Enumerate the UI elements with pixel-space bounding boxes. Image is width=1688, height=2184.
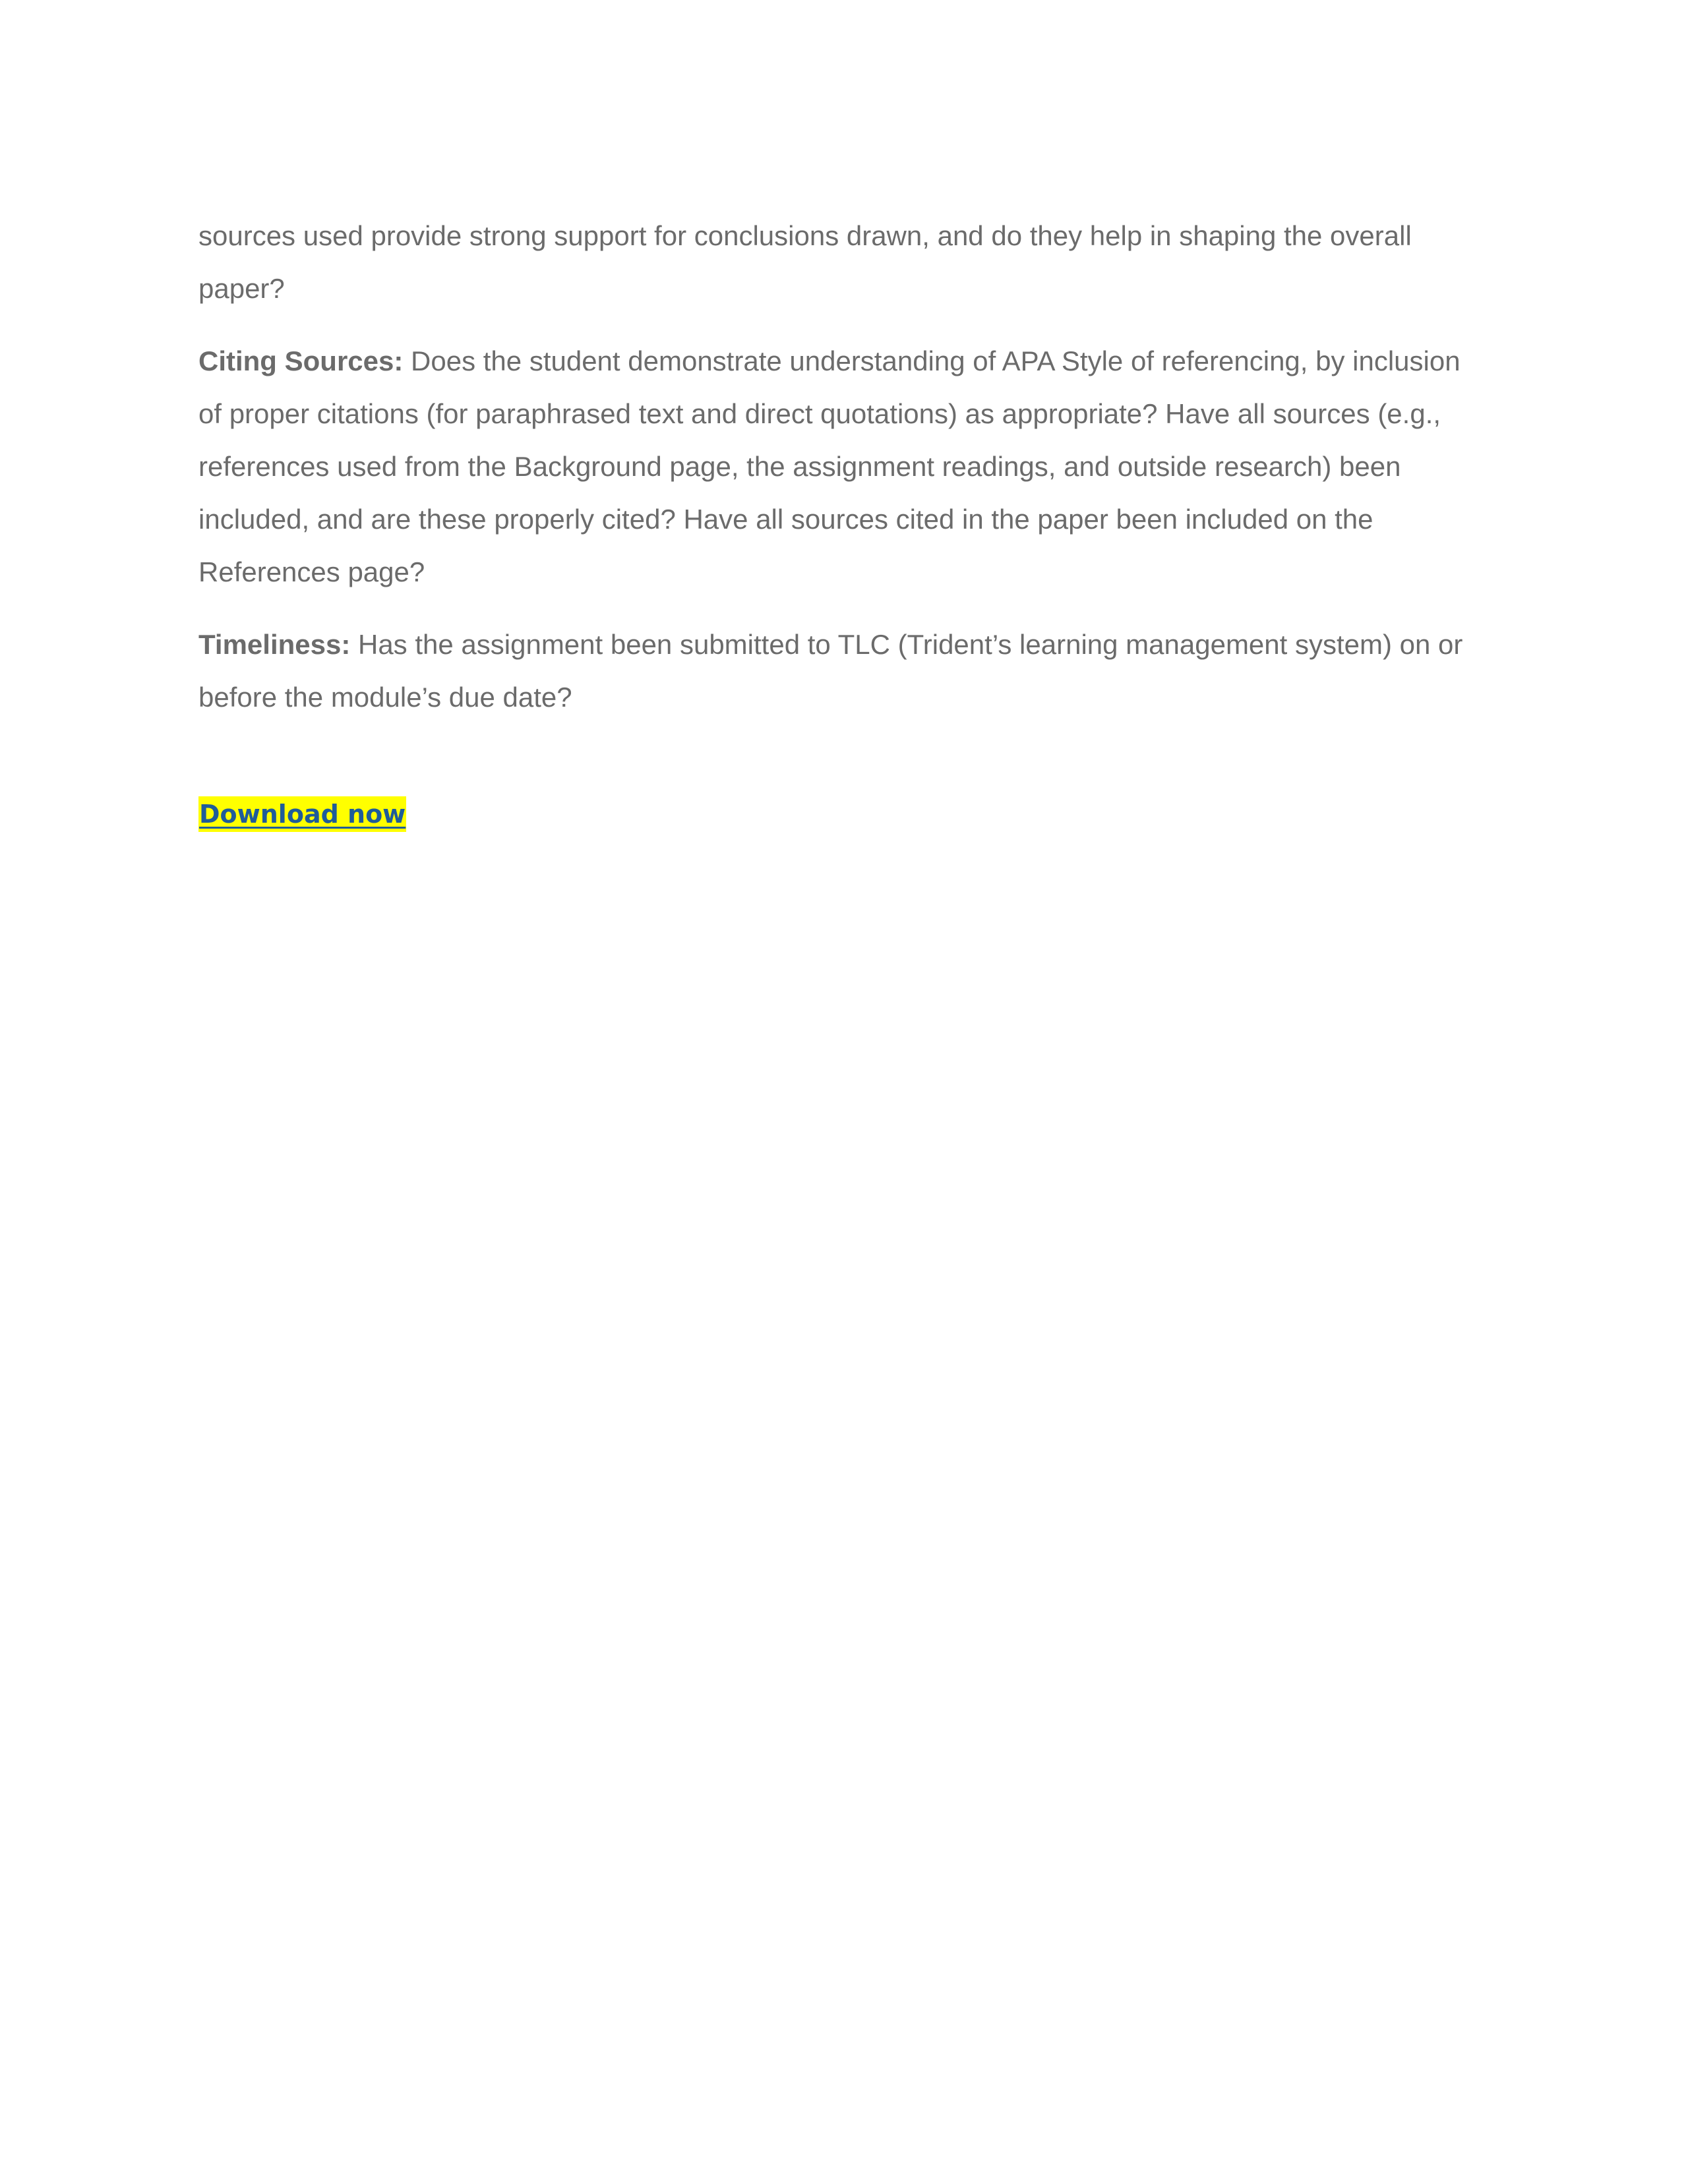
paragraph-timeliness xyxy=(198,618,1490,724)
paragraph-label-timeliness: Timeliness: xyxy=(198,629,351,660)
document-body xyxy=(198,210,1490,744)
paragraph-text: sources used provide strong support for conclusions drawn, and do they help in shaping the overall paper? xyxy=(198,220,1412,304)
paragraph-text: Has the assignment been submitted to TLC (Trident’s learning management system) on or before the module’s due date? xyxy=(198,629,1463,713)
paragraph-label-citing-sources: Citing Sources: xyxy=(198,345,404,376)
download-section xyxy=(198,796,406,832)
paragraph-citing-sources xyxy=(198,335,1490,599)
paragraph-text: Does the student demonstrate understanding of APA Style of referencing, by inclusion of proper citations (for paraphrased text and direct quotations) as appropriate? Have all sources (e.g., references used from the Background page, the assignment readings, and outside research) been included, and are these properly cited? Have all sources cited in the paper been included on the References page? xyxy=(198,345,1461,587)
paragraph-sources-continuation xyxy=(198,210,1490,315)
download-now-link[interactable]: Download now xyxy=(198,796,406,832)
